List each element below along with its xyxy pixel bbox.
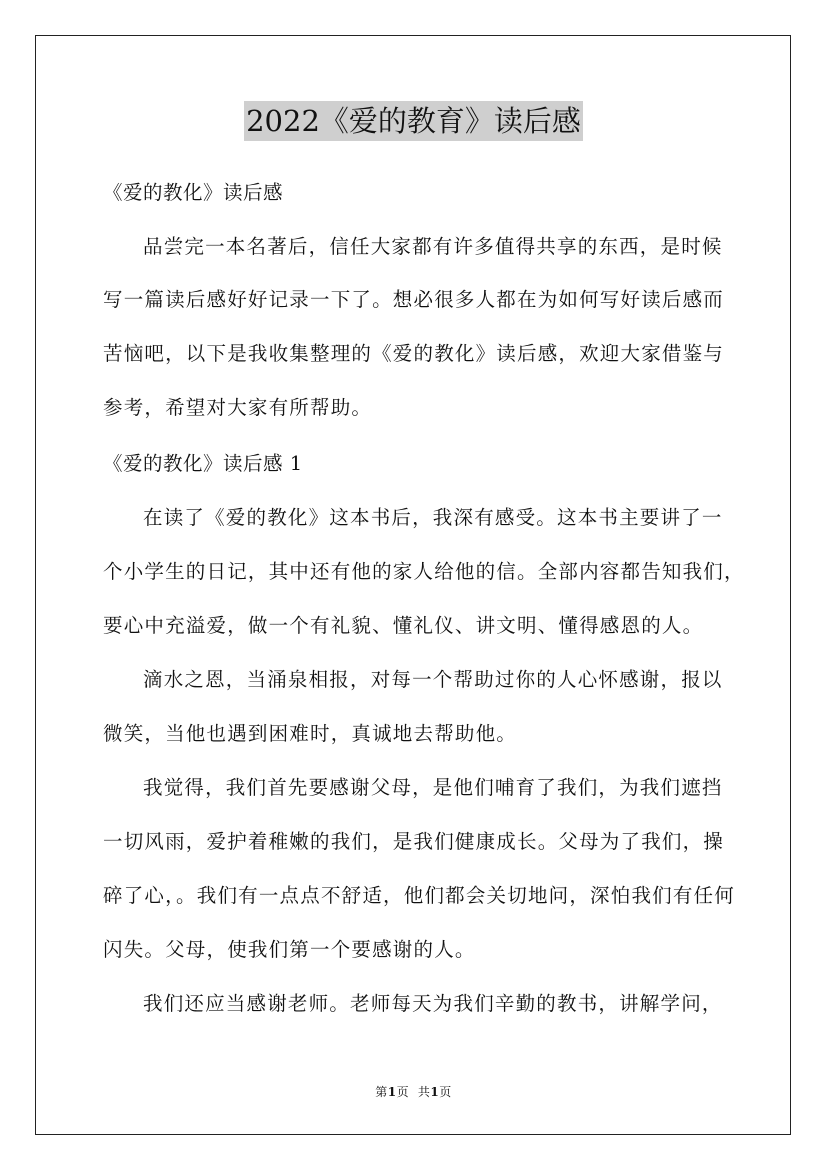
total-label-prefix: 共 (417, 1085, 431, 1099)
paragraph-line: 闪失。父母，使我们第一个要感谢的人。 (103, 938, 476, 961)
total-label-suffix: 页 (439, 1085, 452, 1099)
page-footer (0, 1083, 827, 1101)
page-label-suffix: 页 (396, 1085, 410, 1099)
paragraph-line: 苦恼吧，以下是我收集整理的《爱的教化》读后感，欢迎大家借鉴与 (103, 342, 725, 365)
section-heading: 《爱的教化》读后感 1 (103, 452, 303, 475)
document-title-container (0, 101, 827, 141)
paragraph-line: 品尝完一本名著后，信任大家都有许多值得共享的东西，是时候 (143, 235, 723, 258)
paragraph-line: 我们还应当感谢老师。老师每天为我们辛勤的教书，讲解学问， (143, 992, 723, 1015)
paragraph-line: 碎了心，。我们有一点点不舒适，他们都会关切地问，深怕我们有任何 (103, 884, 735, 907)
paragraph-line: 参考，希望对大家有所帮助。 (103, 396, 373, 419)
paragraph-line: 微笑，当他也遇到困难时，真诚地去帮助他。 (103, 722, 518, 745)
paragraph-line: 在读了《爱的教化》这本书后，我深有感受。这本书主要讲了一 (143, 506, 723, 529)
paragraph-line: 个小学生的日记，其中还有他的家人给他的信。全部内容都告知我们， (103, 560, 745, 583)
paragraph-line: 要心中充溢爱，做一个有礼貌、懂礼仪、讲文明、懂得感恩的人。 (103, 614, 704, 637)
page-number: 1 (387, 1085, 397, 1099)
document-title: 2022《爱的教育》读后感 (244, 101, 583, 141)
paragraph-line: 滴水之恩，当涌泉相报，对每一个帮助过你的人心怀感谢，报以 (143, 668, 723, 691)
section-heading: 《爱的教化》读后感 (103, 181, 284, 204)
paragraph-line: 写一篇读后感好好记录一下了。想必很多人都在为如何写好读后感而 (103, 288, 725, 311)
page-label-prefix: 第 (375, 1085, 388, 1099)
paragraph-line: 我觉得，我们首先要感谢父母，是他们哺育了我们，为我们遮挡 (143, 776, 723, 799)
total-pages: 1 (430, 1085, 440, 1099)
paragraph-line: 一切风雨，爱护着稚嫩的我们，是我们健康成长。父母为了我们，操 (103, 830, 725, 853)
